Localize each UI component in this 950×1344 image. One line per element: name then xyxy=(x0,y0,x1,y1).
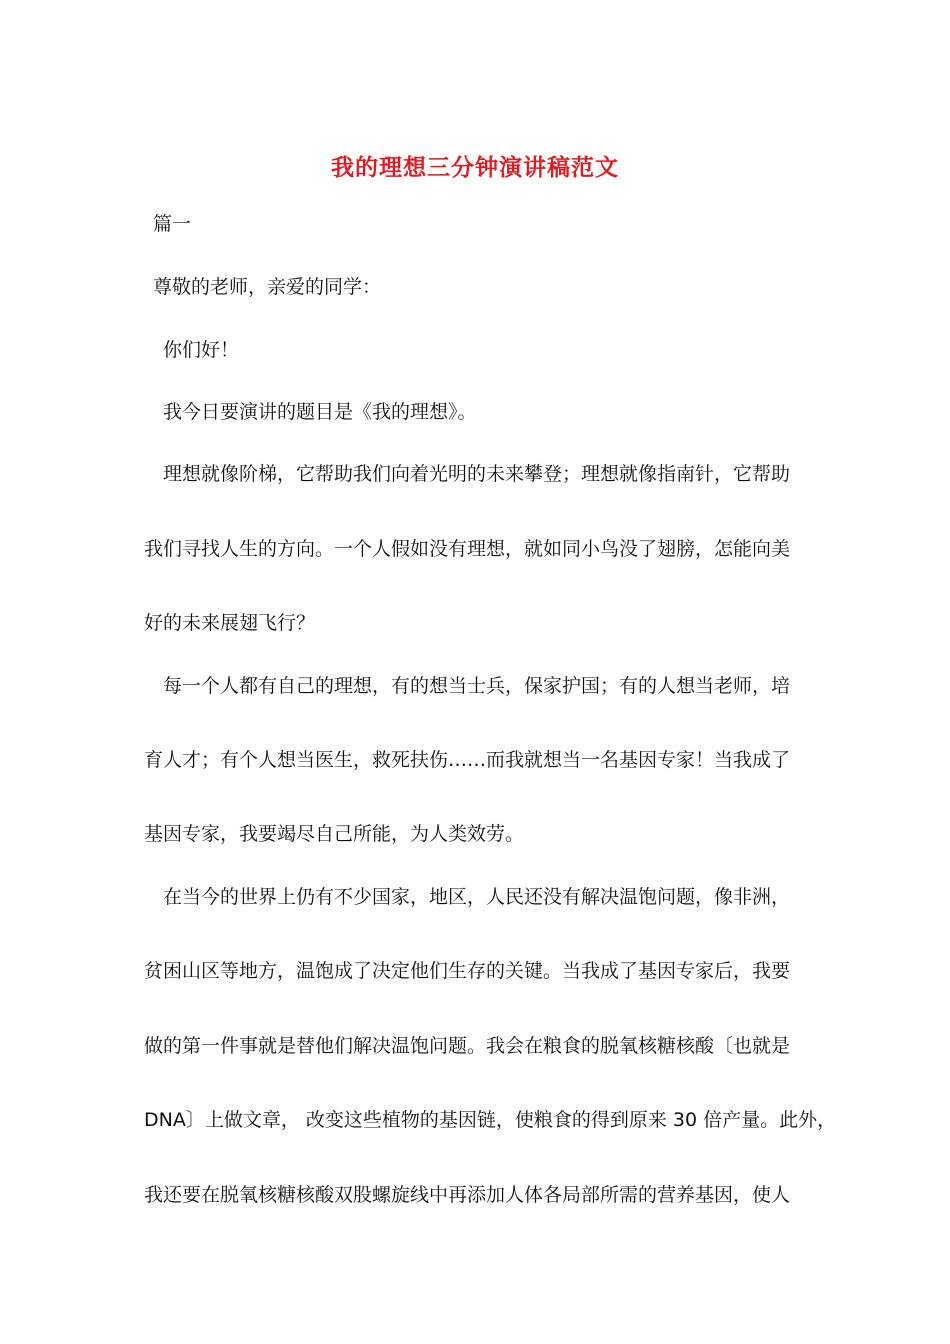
paragraph-line: 育人才；有个人想当医生，救死扶伤……而我就想当一名基因专家！当我成了 xyxy=(144,749,791,771)
paragraph-line: 好的未来展翅飞行？ xyxy=(144,612,316,634)
paragraph-line: 每一个人都有自己的理想，有的想当士兵，保家护国；有的人想当老师，培 xyxy=(163,675,791,697)
topic-line: 我今日要演讲的题目是《我的理想》。 xyxy=(163,401,477,423)
greeting-line: 你们好！ xyxy=(163,339,240,361)
paragraph-line: 基因专家，我要竭尽自己所能，为人类效劳。 xyxy=(144,823,525,845)
salutation-line: 尊敬的老师，亲爱的同学： xyxy=(153,276,382,298)
paragraph-line: 我还要在脱氧核糖核酸双股螺旋线中再添加人体各局部所需的营养基因，使人 xyxy=(144,1184,791,1206)
section-heading: 篇一 xyxy=(153,213,192,235)
paragraph-line: DNA〕上做文章， 改变这些植物的基因链，使粮食的得到原来 30 倍产量。此外， xyxy=(144,1109,837,1131)
paragraph-line: 做的第一件事就是替他们解决温饱问题。我会在粮食的脱氧核糖核酸〔也就是 xyxy=(144,1035,791,1057)
paragraph-line: 贫困山区等地方，温饱成了决定他们生存的关键。当我成了基因专家后，我要 xyxy=(144,960,791,982)
paragraph-line: 在当今的世界上仍有不少国家，地区，人民还没有解决温饱问题，像非洲， xyxy=(163,886,791,908)
paragraph-line: 理想就像阶梯，它帮助我们向着光明的未来攀登；理想就像指南针，它帮助 xyxy=(163,463,791,485)
document-title: 我的理想三分钟演讲稿范文 xyxy=(331,154,619,181)
paragraph-line: 我们寻找人生的方向。一个人假如没有理想，就如同小鸟没了翅膀，怎能向美 xyxy=(144,538,791,560)
